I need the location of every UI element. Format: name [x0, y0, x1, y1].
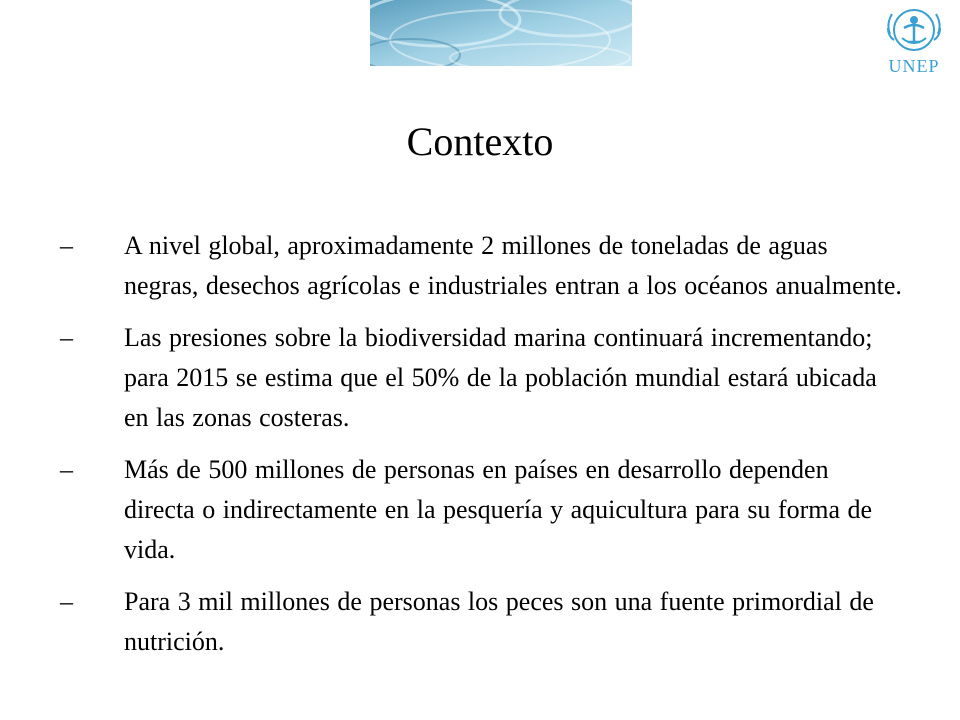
unep-emblem-icon: [880, 4, 948, 56]
bullet-list: [60, 226, 906, 674]
slide-title: Contexto: [406, 119, 554, 164]
unep-logo: [880, 4, 948, 78]
water-banner-image: [370, 0, 632, 66]
bullet-item: [60, 450, 906, 570]
bullet-text: Más de 500 millones de personas en países en desarrollo dependen directa o indirectamente en la pesquería y aquicultura para su forma de vida.: [124, 455, 873, 564]
bullet-text: Para 3 mil millones de personas los peces son una fuente primordial de nutrición.: [124, 587, 874, 656]
bullet-text: A nivel global, aproximadamente 2 millones de toneladas de aguas negras, desechos agrícolas e industriales entran a los océanos anualmente.: [124, 231, 902, 300]
bullet-item: [60, 318, 906, 438]
bullet-marker: –: [60, 455, 73, 484]
bullet-item: [60, 226, 906, 306]
bullet-marker: –: [60, 231, 73, 260]
bullet-text: Las presiones sobre la biodiversidad marina continuará incrementando; para 2015 se estima que el 50% de la población mundial estará ubicada en las zonas costeras.: [124, 323, 877, 432]
bullet-marker: –: [60, 323, 73, 352]
bullet-item: [60, 582, 906, 662]
unep-logo-text: UNEP: [888, 56, 940, 76]
bullet-marker: –: [60, 587, 73, 616]
